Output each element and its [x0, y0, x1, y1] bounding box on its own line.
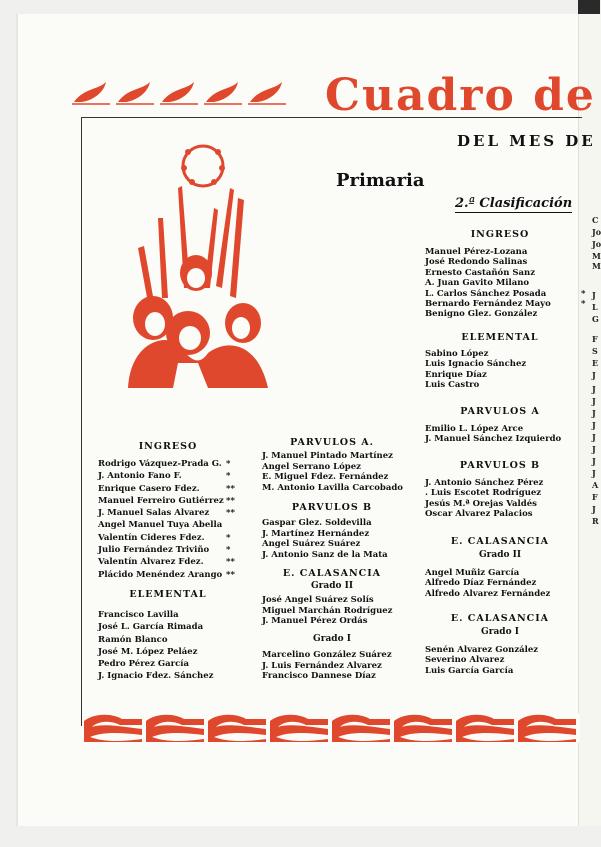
list-item	[425, 488, 575, 498]
student-name: J. Antonio Sánchez Pérez	[425, 478, 544, 488]
list-item	[262, 539, 402, 550]
honor-mark: **	[226, 483, 235, 494]
list-item	[425, 247, 575, 257]
middle-calasancia-section	[262, 568, 402, 627]
section-title: PARVULOS A.	[290, 437, 374, 448]
student-name: Gaspar Glez. Soldevilla	[262, 518, 372, 528]
list-item	[425, 499, 575, 509]
student-name: M. Antonio Lavilla Carcobado	[262, 482, 403, 493]
edge-letter: G	[592, 314, 599, 324]
page-edge-shadow	[578, 0, 600, 14]
list-item	[425, 349, 575, 359]
edge-letter: J	[592, 408, 596, 418]
edge-letter: J	[592, 444, 596, 454]
student-name: J. Manuel Salas Alvarez	[98, 508, 210, 519]
student-name: José Angel Suárez Solís	[262, 595, 374, 605]
list-item	[98, 544, 238, 556]
honor-mark: **	[226, 569, 235, 580]
list-item	[425, 509, 575, 519]
list-item	[98, 483, 238, 495]
list-item	[425, 309, 575, 319]
edge-letter: J	[592, 290, 596, 300]
right-calasancia-i-section	[425, 613, 575, 676]
list-item	[262, 462, 402, 473]
student-name: J. Luis Fernández Alvarez	[262, 660, 382, 671]
list-item	[262, 483, 402, 494]
student-name: Emilio L. López Arce	[425, 424, 524, 434]
section-title: PARVULOS B	[291, 502, 373, 513]
list-item	[425, 434, 575, 444]
honor-mark: **	[226, 508, 235, 519]
grade-title: Grado I	[481, 627, 519, 637]
grade-title: Grado II	[310, 581, 354, 591]
list-item	[98, 507, 238, 519]
student-name: Rodrigo Vázquez-Prada G.	[98, 459, 222, 469]
edge-letter: M	[592, 261, 601, 271]
edge-letter: J	[592, 384, 596, 394]
student-name: Luis Ignacio Sánchez	[425, 359, 527, 370]
list-item	[262, 529, 402, 540]
edge-letter: S	[592, 346, 598, 356]
list-item	[262, 671, 402, 682]
list-item	[262, 451, 402, 462]
edge-letter: A	[592, 480, 599, 490]
list-item	[98, 556, 238, 568]
honor-mark: *	[581, 288, 586, 299]
student-name: Benigno Glez. González	[425, 309, 538, 320]
list-item	[262, 595, 402, 606]
student-name: Bernardo Fernández Mayo	[425, 299, 551, 310]
student-name: Angel Muñiz García	[425, 568, 520, 578]
section-title: ELEMENTAL	[461, 332, 539, 343]
list-item	[425, 268, 575, 278]
list-item	[425, 666, 575, 676]
student-name: Pedro Pérez García	[98, 659, 190, 670]
section-heading: Primaria	[336, 170, 425, 191]
section-title: ELEMENTAL	[129, 589, 207, 600]
list-item	[425, 380, 575, 390]
grade-title: Grado II	[478, 550, 522, 560]
student-name: A. Juan Gavito Milano	[425, 278, 530, 289]
list-item	[425, 370, 575, 380]
list-item	[262, 616, 402, 627]
list-item	[425, 478, 575, 488]
list-item	[98, 458, 238, 470]
decorative-banner	[82, 713, 580, 743]
page-subtitle: DEL MES DE	[457, 132, 596, 150]
edge-letter: J	[592, 468, 596, 478]
right-elemental-section	[425, 332, 575, 391]
list-item	[262, 472, 402, 483]
student-name: Marcelino González Suárez	[262, 650, 392, 660]
student-name: Francisco Lavilla	[98, 610, 179, 620]
student-name: José L. García Rimada	[98, 622, 204, 633]
honor-mark: *	[226, 459, 231, 469]
list-item	[98, 670, 238, 682]
page-title: Cuadro de	[325, 70, 596, 121]
edge-letter: E	[592, 358, 599, 368]
edge-letter: C	[592, 215, 599, 225]
grade-title: Grado I	[313, 634, 351, 644]
student-name: . Luis Escotet Rodríguez	[425, 488, 542, 499]
list-item	[262, 650, 402, 661]
list-item	[262, 606, 402, 617]
student-name: Oscar Alvarez Palacios	[425, 509, 533, 520]
list-item	[425, 655, 575, 665]
edge-letter: J	[592, 370, 596, 380]
list-item	[98, 609, 238, 621]
edge-letter: J	[592, 396, 596, 406]
section-title: PARVULOS A	[460, 406, 540, 417]
list-item	[425, 645, 575, 655]
list-item	[425, 359, 575, 369]
edge-letter: L	[592, 302, 598, 312]
middle-parvulos-a-section	[262, 437, 402, 493]
edge-letter: J	[592, 504, 596, 514]
student-name: Angel Suárez Suárez	[262, 539, 361, 550]
edge-letter: J	[592, 432, 596, 442]
student-name: J. Antonio Fano F.	[98, 471, 182, 482]
student-name: E. Miguel Fdez. Fernández	[262, 472, 389, 483]
edge-letter: Jo	[592, 227, 601, 237]
list-item	[425, 257, 575, 267]
student-name: Enrique Casero Fdez.	[98, 483, 200, 494]
edge-letter: J	[592, 420, 596, 430]
student-name: Alfredo Díaz Fernández	[425, 578, 537, 589]
edge-letter: F	[592, 492, 598, 502]
flame-ornament	[70, 80, 295, 106]
list-item	[98, 569, 238, 581]
student-name: Ernesto Castañón Sanz	[425, 267, 536, 278]
student-name: Senén Alvarez González	[425, 645, 539, 655]
list-item	[425, 278, 575, 288]
student-name: L. Carlos Sánchez Posada	[425, 288, 547, 299]
section-title: PARVULOS B	[459, 460, 541, 471]
student-name: J. Manuel Pérez Ordás	[262, 616, 368, 627]
edge-letter: Jo	[592, 239, 601, 249]
student-name: Jesús M.ª Orejas Valdés	[425, 498, 537, 509]
student-name: Valentín Alvarez Fdez.	[98, 557, 204, 568]
honor-mark: *	[226, 532, 231, 543]
student-name: J. Ignacio Fdez. Sánchez	[98, 671, 214, 682]
student-name: Sabino López	[425, 349, 489, 359]
list-item	[425, 568, 575, 578]
student-name: Angel Manuel Tuya Abella	[98, 520, 223, 531]
honor-mark: **	[226, 557, 235, 568]
edge-letter: F	[592, 334, 598, 344]
left-ingreso-section	[98, 441, 238, 581]
student-name: Manuel Pérez-Lozana	[425, 247, 528, 257]
section-title: E. CALASANCIA	[450, 536, 550, 547]
list-item	[98, 621, 238, 633]
student-name: José M. López Peláez	[98, 646, 198, 657]
section-title: INGRESO	[138, 441, 198, 452]
section-title: INGRESO	[470, 229, 530, 240]
honor-mark: *	[581, 299, 586, 310]
student-name: J. Manuel Pintado Martínez	[262, 451, 393, 461]
student-name: J. Martínez Hernández	[262, 528, 370, 539]
list-item	[262, 518, 402, 529]
student-name: Luis Castro	[425, 380, 480, 391]
list-item	[98, 658, 238, 670]
honor-mark: *	[226, 471, 231, 482]
right-calasancia-ii-section	[425, 536, 575, 599]
list-item	[98, 646, 238, 658]
athletes-laurel-illustration	[118, 138, 278, 388]
list-item	[425, 578, 575, 588]
right-parvulos-b-section	[425, 460, 575, 520]
list-item	[425, 424, 575, 434]
list-item	[98, 495, 238, 507]
right-parvulos-a-section	[425, 406, 575, 445]
left-elemental-section	[98, 589, 238, 683]
list-item	[262, 550, 402, 561]
middle-grado-i-section	[262, 634, 402, 682]
right-ingreso-section	[425, 229, 586, 320]
student-name: J. Manuel Sánchez Izquierdo	[425, 434, 562, 445]
list-item	[425, 299, 586, 310]
student-name: Valentín Cideres Fdez.	[98, 532, 205, 543]
student-name: Francisco Dannese Díaz	[262, 671, 376, 682]
student-name: Ramón Blanco	[98, 634, 168, 645]
student-name: Plácido Menéndez Arango	[98, 569, 223, 580]
list-item	[262, 661, 402, 672]
list-item	[98, 634, 238, 646]
section-title: E. CALASANCIA	[450, 613, 550, 624]
list-item	[98, 532, 238, 544]
student-name: Severino Alvarez	[425, 655, 505, 666]
middle-parvulos-b-section	[262, 502, 402, 560]
student-name: Luis García García	[425, 665, 514, 676]
list-item	[98, 470, 238, 482]
edge-letter: J	[592, 456, 596, 466]
list-item	[425, 589, 575, 599]
edge-letter: R	[592, 516, 599, 526]
honor-mark: **	[226, 495, 235, 506]
student-name: Manuel Ferreiro Gutiérrez	[98, 495, 224, 506]
honor-mark: *	[226, 545, 231, 556]
section-title: E. CALASANCIA	[282, 568, 382, 579]
student-name: José Redondo Salinas	[425, 257, 528, 268]
student-name: J. Antonio Sanz de la Mata	[262, 549, 388, 560]
list-item	[98, 519, 238, 531]
student-name: Julio Fernández Triviño	[98, 545, 210, 556]
classification-label: 2.ª Clasificación	[455, 196, 573, 211]
student-name: Alfredo Alvarez Fernández	[425, 588, 551, 599]
list-item	[425, 288, 586, 299]
student-name: Angel Serrano López	[262, 461, 361, 472]
edge-letter: M	[592, 251, 601, 261]
student-name: Miguel Marchán Rodríguez	[262, 605, 393, 616]
student-name: Enrique Díaz	[425, 369, 487, 380]
